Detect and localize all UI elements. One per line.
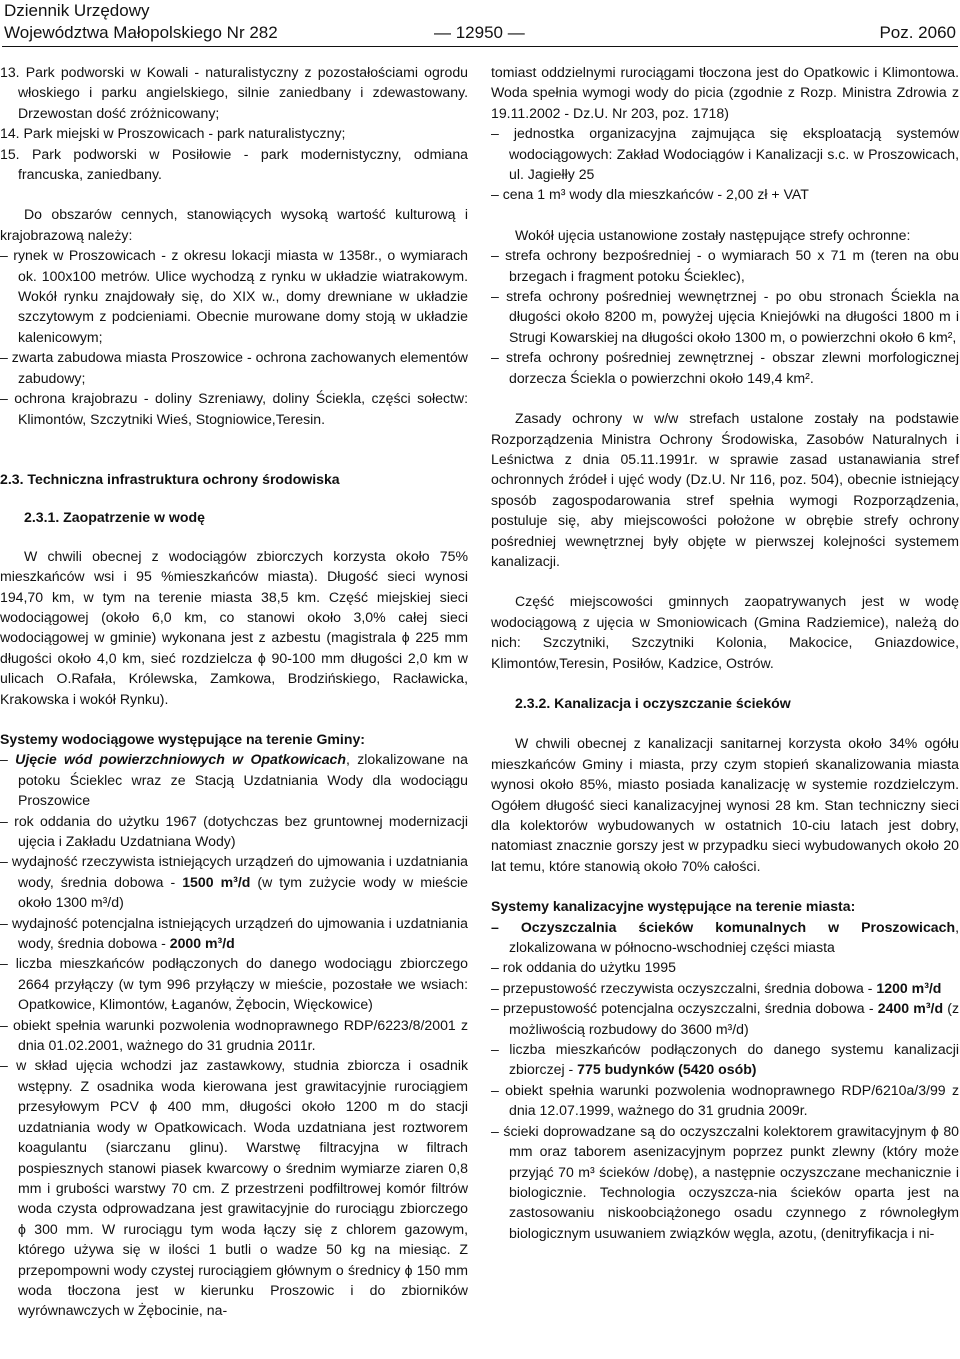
sewage-paragraph: W chwili obecnej z kanalizacji sanitarnej korzysta około 34% ogółu mieszkańców Gminy i miasta, przy czym stopień skanalizowania miasta wynosi około 85%, miasto posiada kanalizację w systemie rozdzielczym. Ogółem długość sieci kanalizacyjnej wynosi 28 km. Stan techniczny sieci dla kolektorów wybudowanych w ostatnich 10-ciu latach jest dobry, natomiast znacznie gorszy jest w przypadku sieci wybudowanych około 20 lat temu, które stanowią około 70% całości. xyxy=(491,735,959,874)
protection-rules-paragraph: Zasady ochrony w w/w strefach ustalone zostały na podstawie Rozporządzenia Ministra Ochrony Środowiska, Zasobów Naturalnych i Leśnictwa z dnia 05.11.1991r. w sprawie zasad ustanawiania stref ochronnych źródeł i ujęć wody (Dz.U. Nr 116, poz. 504), obecnie istniejący sposób zagospodarowania stref spełnia wymogi Rozporządzenia, postuluje się, aby miejscowości położone w obrębie strefy ochrony pośredniej wewnętrznej były objęte w pierwszej kolejności systemem kanalizacji. xyxy=(491,410,959,569)
protection-zone-outer: – strefa ochrony pośredniej zewnętrznej - obszar zlewni morfologicznej dorzecza Ściekla o powierzchni około 149,4 km². xyxy=(491,349,959,386)
sewage-potential-value: 2400 m³/d xyxy=(877,1000,944,1017)
protection-zones-intro: Wokół ujęcia ustanowione zostały następujące strefy ochronne: xyxy=(515,226,911,243)
valuable-area-landscape: – ochrona krajobrazu - doliny Szreniawy, doliny Ściekla, części sołectw: Klimontów, Szczytniki Wieś, Stogniowice,Teresin. xyxy=(0,390,468,427)
right-column xyxy=(491,62,959,1243)
sewage-connections xyxy=(491,1039,959,1080)
intake-description: , zlokalizowane na potoku Ścieklec wraz ze Stacją Uzdatniania Wody dla wodociągu Proszowice xyxy=(18,751,468,809)
intake-name: Ujęcie wód powierzchniowych w Opatkowicach xyxy=(15,751,346,768)
park-item-13: 13. Park podworski w Kowali - naturalistyczny z pozostałościami ogrodu włoskiego i parku angielskiego, silnie zaniedbany i zdewastowany. Drzewostan dość zróżnicowany; xyxy=(0,64,468,121)
water-system-connections: – liczba mieszkańców podłączonych do danego wodociągu zbiorczego 2664 przyłączy (w tym 996 przyłączy w mieście, pozostałe we wsiach: Opatkowice, Klimontów, Łaganów, Żębocin, Więckowice) xyxy=(0,955,468,1013)
journal-subtitle: Województwa Małopolskiego Nr 282 xyxy=(4,23,278,42)
sewage-year: – rok oddania do użytku 1995 xyxy=(491,959,676,976)
position-number: Poz. 2060 xyxy=(879,23,956,42)
water-systems-heading: Systemy wodociągowe występujące na terenie Gminy: xyxy=(0,730,365,747)
sewage-potential-capacity xyxy=(491,998,959,1039)
journal-title: Dziennik Urzędowy xyxy=(4,1,150,20)
sewage-potential-label: – przepustowość potencjalna oczyszczalni, średnia dobowa - xyxy=(491,1000,878,1017)
sewage-plant-location: , zlokalizowana w północno-wschodniej części miasta xyxy=(509,918,959,956)
smoniowice-paragraph: Część miejscowości gminnych zaopatrywanych jest w wodę wodociągową z ujęcia w Smoniowicach (Gmina Radziemice), należą do nich: Szczytniki, Szczytniki Kolonia, Makocice, Gniazdowice, Klimontów,Teresin, Posiłów, Kadzice, Ostrów. xyxy=(491,593,959,671)
water-supply-paragraph: W chwili obecnej z wodociągów zbiorczych korzysta około 75% mieszkańców wsi i 95 %mieszkańców miasta). Długość sieci wynosi 194,70 km, w tym na terenie miasta 38,5 km. Część miejskiej sieci wodociągowej (około 6,0 km, co stanowi około 3,0% całej sieci wodociągowej w gminie) wykonana jest z azbestu (magistrala ϕ 225 mm długości około 4,0 km, sieć rozdzielcza ϕ 90-100 mm długości 2,0 km w ulicach O.Rafała, Królewska, Zamkowa, Brodzińskiego, Racławicka, Krakowska i wokół Rynku). xyxy=(0,547,468,707)
valuable-area-buildings: – zwarta zabudowa miasta Proszowice - ochrona zachowanych elementów zabudowy; xyxy=(0,349,468,386)
protection-zone-inner: – strefa ochrony pośredniej wewnętrznej - po obu stronach Ściekla na długości około 8200 m, powyżej ujęcia Kniejówki na długości 1800 m i Strugi Kowarskiej na długości około 1300 m, o powierzchni około 6 km², xyxy=(491,288,959,345)
water-operator: – jednostka organizacyjna zajmująca się eksploatacją systemów wodociągowych: Zakład Wodociągów i Kanalizacji s.c. w Proszowicach, ul. Jagiełły 25 xyxy=(491,125,959,183)
water-system-permit: – obiekt spełnia warunki pozwolenia wodnoprawnego RDP/6223/8/2001 z dnia 01.02.2001, ważnego do 31 grudnia 2011r. xyxy=(0,1016,468,1054)
section-heading-2-3: 2.3. Techniczna infrastruktura ochrony środowiska xyxy=(0,470,340,487)
header-divider xyxy=(2,46,958,47)
potential-capacity-label: – wydajność potencjalna istniejących urządzeń do ujmowania i uzdatniania wody, średnia dobowa - xyxy=(0,914,468,952)
actual-capacity-value: 1500 m³/d xyxy=(182,873,251,890)
valuable-area-market: – rynek w Proszowicach - z okresu lokacji miasta w 1358r., o wymiarach ok. 100x100 metrów. Ulice wychodzą z rynku w układzie wiatrakowym. Wokół rynku znajdowały się, do XIX w., domy drewniane w układzie szczytowym z podcieniami. Obecnie murowane domy stoją w układzie kalenicowym; xyxy=(0,247,468,345)
sewage-connections-value: 775 budynków (5420 osób) xyxy=(577,1061,757,1078)
water-system-components: – w skład ujęcia wchodzi jaz zastawkowy, studnia zbiorcza i osadnik wstępny. Z osadnika woda kierowana jest grawitacyjnie rurociągiem przesyłowym PCV ϕ 400 mm, długości około 1200 m do stacji uzdatniania wody w Opatkowicach. Woda uzdatniana jest roztworem koagulantu (siarczanu glinu). Warstwę filtracyjna w filtrach pospiesznych stanowi piasek kwarcowy o średnim wymiarze ziaren 0,8 mm i grubości warstwy 70 cm. Z przestrzeni podfiltrowej komór filtrów woda czysta odprowadzana jest grawitacyjnie do rurociągu zbiorczego ϕ 300 mm. W rurociągu tym woda łączy się z chlorem gazowym, którego używa się w ilości 1 butli o wadze 50 kg na miesiąc. Z przepompowni wody czystej rurociągiem głównym o średnicy ϕ 150 mm woda tłoczona jest w kierunku Proszowic i do zbiorników wyrównawczych w Żębocinie, na- xyxy=(0,1057,468,1319)
sewage-technology: – ścieki doprowadzane są do oczyszczalni kolektorem grawitacyjnym ϕ 80 mm oraz taborem asenizacyjnym poprzez punkt zlewny (który może przyjąć 70 m³ ścieków /dobę), a następnie oczyszczane mechanicznie i biologicznie. Technologia oczyszcza-nia ścieków oparta jest na zastosowaniu niskoobciążonego osadu czynnego z równoległym biologicznym usuwaniem związków węgla, azotu, (denitryfikacja i ni- xyxy=(491,1122,959,1241)
actual-capacity-note: (w tym zużycie wody w mieście około 1300 m³/d) xyxy=(18,873,468,911)
water-continuation: tomiast oddzielnymi rurociągami tłoczona jest do Opatkowic i Klimontowa. Woda spełnia wymogi wody do picia (zgodnie z Rozp. Ministra Zdrowia z 19.11.2002 - Dz.U. Nr 203, poz. 1718) xyxy=(491,64,959,121)
water-system-potential-capacity xyxy=(0,913,468,954)
sewage-systems-heading: Systemy kanalizacyjne występujące na terenie miasta: xyxy=(491,898,856,915)
park-item-14: 14. Park miejski w Proszowicach - park naturalistyczny; xyxy=(0,125,346,142)
sewage-plant xyxy=(491,917,959,958)
valuable-areas-intro: Do obszarów cennych, stanowiących wysoką wartość kulturową i krajobrazową należy: xyxy=(0,206,468,243)
page-header xyxy=(2,0,958,48)
section-heading-2-3-1: 2.3.1. Zaopatrzenie w wodę xyxy=(24,509,205,526)
left-column xyxy=(0,62,468,1321)
water-system-year: – rok oddania do użytku 1967 (dotychczas bez gruntownej modernizacji ujęcia i Zakładu Uzdatniana Wody) xyxy=(0,812,468,849)
sewage-actual-value: 1200 m³/d xyxy=(876,979,942,996)
section-heading-2-3-2: 2.3.2. Kanalizacja i oczyszczanie ścieków xyxy=(515,694,791,711)
actual-capacity-label: – wydajność rzeczywista istniejących urządzeń do ujmowania i uzdatniania wody, średnia dobowa - xyxy=(0,853,468,890)
sewage-potential-note: (z możliwością rozbudowy do 3600 m³/d) xyxy=(509,1000,960,1037)
sewage-permit: – obiekt spełnia warunki pozwolenia wodnoprawnego RDP/6210a/3/99 z dnia 12.07.1999, ważnego do 31 grudnia 2009r. xyxy=(491,1081,959,1119)
protection-zone-direct: – strefa ochrony bezpośredniej - o wymiarach 50 x 71 m (teren na obu brzegach i fragment potoku Ścieklec), xyxy=(491,247,959,284)
water-system-actual-capacity xyxy=(0,851,468,912)
water-system-intake: – Ujęcie wód powierzchniowych w Opatkowicach, zlokalizowane na potoku Ścieklec wraz ze Stacją Uzdatniania Wody dla wodociągu Proszowice xyxy=(0,751,468,809)
sewage-connections-label: – liczba mieszkańców podłączonych do danego systemu kanalizacji zbiorczej - xyxy=(491,1041,959,1078)
page-number: — 12950 — xyxy=(434,23,525,42)
sewage-actual-label: – przepustowość rzeczywista oczyszczalni, średnia dobowa - xyxy=(491,979,877,996)
water-price: – cena 1 m³ wody dla mieszkańców - 2,00 zł + VAT xyxy=(491,186,809,203)
potential-capacity-value: 2000 m³/d xyxy=(169,935,235,952)
park-item-15: 15. Park podworski w Posiłowie - park modernistyczny, odmiana francuska, zaniedbany. xyxy=(0,145,468,183)
sewage-actual-capacity xyxy=(491,978,959,998)
sewage-plant-name: – Oczyszczalnia ścieków komunalnych w Proszowicach xyxy=(491,918,956,935)
